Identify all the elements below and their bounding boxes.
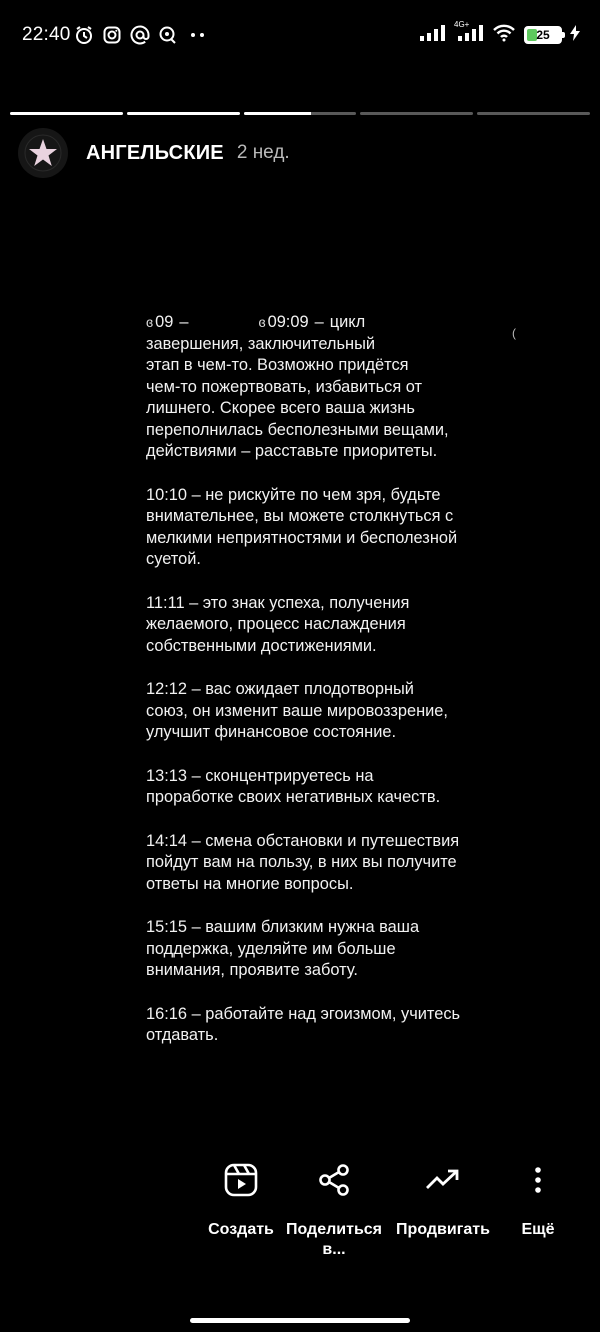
decorative-mark: ( bbox=[512, 326, 516, 340]
progress-segment bbox=[360, 112, 473, 115]
post-age: 2 нед. bbox=[236, 142, 290, 163]
more-label: Ещё bbox=[521, 1221, 555, 1238]
avatar[interactable] bbox=[18, 128, 68, 178]
create-label: Создать bbox=[208, 1221, 274, 1238]
progress-segment bbox=[127, 112, 240, 115]
home-indicator[interactable] bbox=[190, 1318, 410, 1323]
network-type-label: 4G+ bbox=[454, 19, 470, 29]
status-bar bbox=[0, 0, 600, 70]
intro-paragraph: завершения, заключительный этап в чем-то. Возможно придётся чем-то пожертвовать, избавиться от лишнего. Скорее всего ваша жизнь переполнилась бесполезными вещами, действиями – расставьте приоритеты. bbox=[146, 334, 449, 460]
instagram-icon bbox=[103, 24, 121, 46]
lead-time-b: 09:09 bbox=[267, 313, 309, 331]
share-label: Поделиться в... bbox=[285, 1221, 383, 1258]
more-notifications-icon bbox=[190, 24, 206, 46]
list-item: 14:14 – смена обстановки и путешествия пойдут вам на пользу, в них вы получите ответы на многие вопросы. bbox=[146, 831, 460, 893]
list-item: 13:13 – сконцентрируетесь на проработке своих негативных качеств. bbox=[146, 766, 441, 806]
list-item: 11:11 – это знак успеха, получения желаемого, процесс наслаждения собственными достижениями. bbox=[146, 593, 410, 655]
at-sign-icon bbox=[130, 24, 150, 46]
story-progress bbox=[10, 112, 590, 115]
account-name[interactable]: АНГЕЛЬСКИЕ bbox=[86, 141, 224, 164]
story-text bbox=[146, 312, 516, 1069]
list-item: 16:16 – работайте над эгоизмом, учитесь отдавать. bbox=[146, 1004, 461, 1044]
battery-icon bbox=[524, 26, 562, 44]
status-right-group bbox=[420, 19, 580, 46]
more-button[interactable] bbox=[498, 1160, 578, 1240]
butterfly-icon: ɞ bbox=[258, 314, 266, 330]
trending-up-icon bbox=[423, 1160, 463, 1200]
list-item: 15:15 – вашим близким нужна ваша поддержка, уделяйте им больше внимания, проявите заботу. bbox=[146, 918, 420, 979]
signal-1-icon bbox=[420, 25, 446, 46]
wifi-icon bbox=[492, 24, 516, 47]
reels-icon bbox=[221, 1160, 261, 1200]
clock: 22:40 bbox=[22, 24, 71, 45]
promote-button[interactable] bbox=[388, 1160, 498, 1240]
list-item: 12:12 – вас ожидает плодотворный союз, он изменит ваше мировоззрение, улучшит финансовое состояние. bbox=[146, 680, 448, 741]
share-button[interactable] bbox=[274, 1160, 394, 1260]
battery-level: 25 bbox=[536, 28, 550, 42]
share-icon bbox=[314, 1160, 354, 1200]
charging-icon bbox=[570, 25, 580, 46]
more-vertical-icon bbox=[518, 1160, 558, 1200]
list-item: 10:10 – не рискуйте по чем зря, будьте внимательнее, вы можете столкнуться с мелкими неприятностями и бесполезной суетой. bbox=[146, 485, 458, 568]
star-icon bbox=[23, 133, 63, 173]
alarm-icon bbox=[74, 24, 94, 46]
lead-text: цикл bbox=[329, 313, 366, 331]
progress-segment bbox=[477, 112, 590, 115]
promote-label: Продвигать bbox=[396, 1221, 490, 1238]
progress-segment bbox=[244, 112, 357, 115]
signal-2-icon bbox=[454, 19, 484, 46]
progress-segment bbox=[10, 112, 123, 115]
dash-mark: – bbox=[314, 313, 324, 331]
story-first-line bbox=[146, 312, 516, 334]
story-actions bbox=[0, 1160, 600, 1270]
app-notification-icon bbox=[158, 24, 178, 46]
story-header bbox=[18, 128, 290, 178]
butterfly-icon: ɞ bbox=[146, 314, 154, 330]
lead-time-a: 09 bbox=[155, 313, 174, 331]
dash-mark: – bbox=[179, 313, 189, 331]
